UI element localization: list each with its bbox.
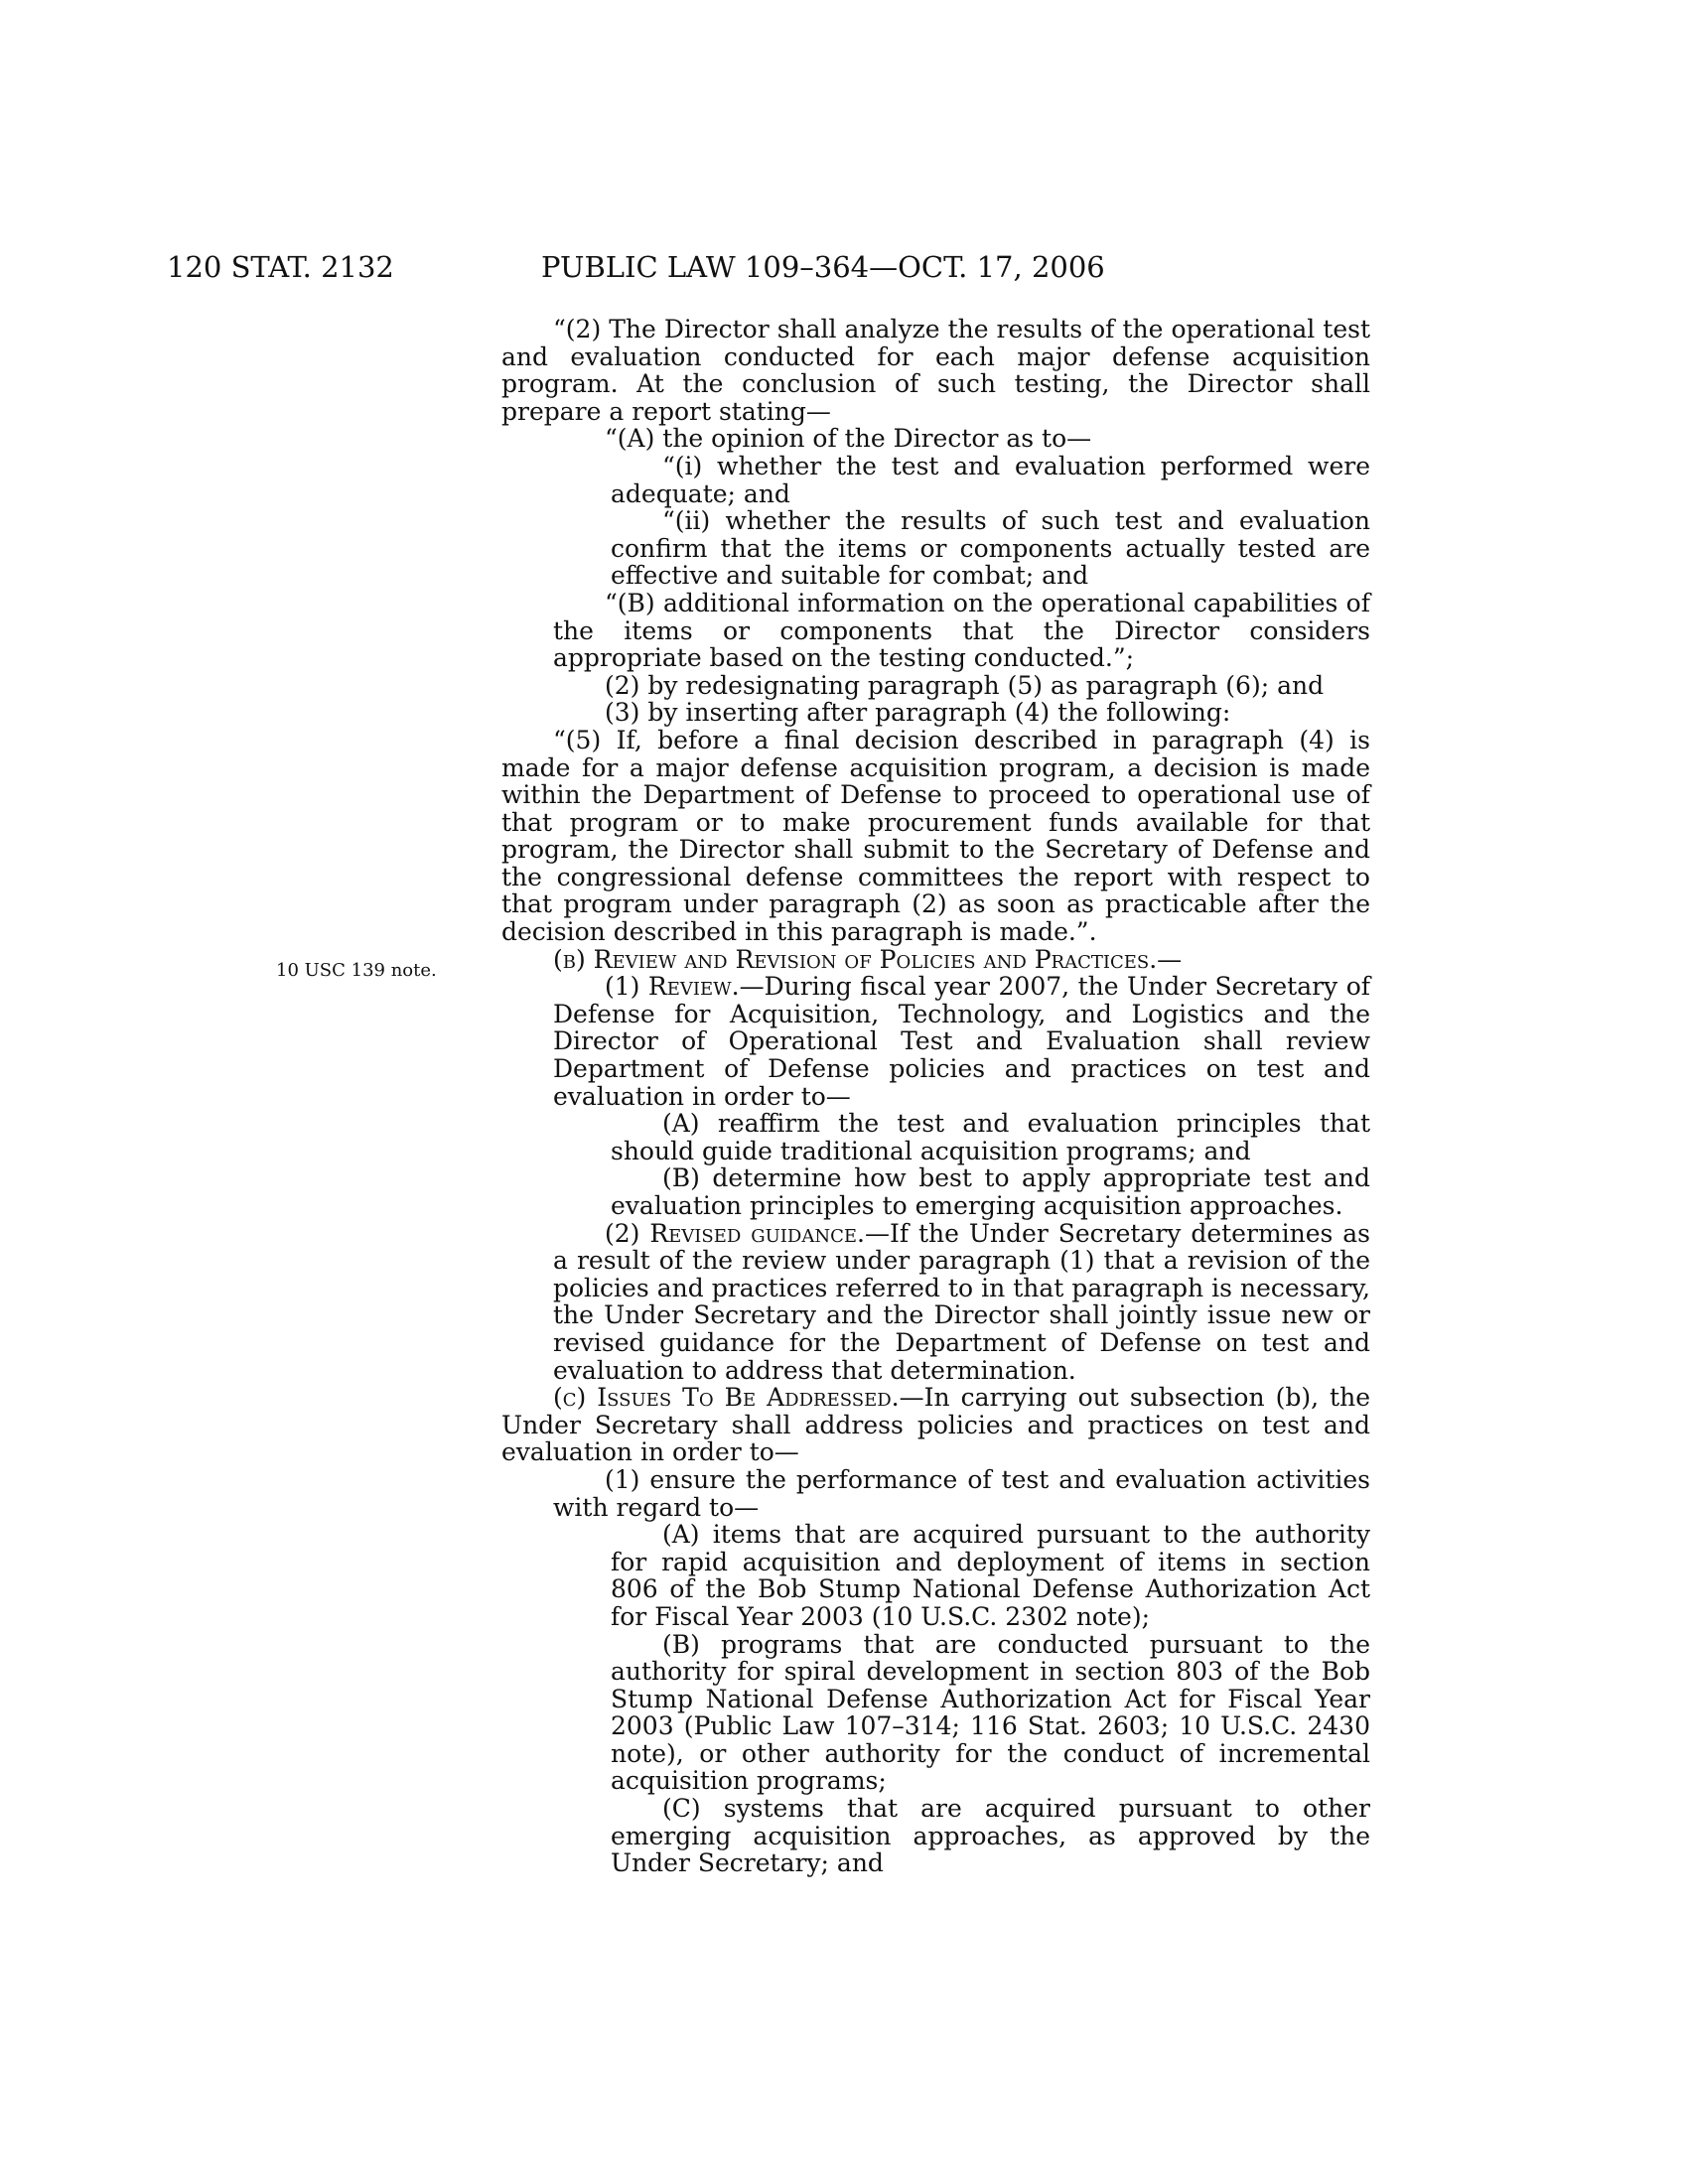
statute-page-number: 120 STAT. 2132 (167, 250, 394, 284)
subsection-c-heading: (c) Issues To Be Addressed. (553, 1383, 900, 1413)
clause-a-rapid-acquisition: (A) items that are acquired pursuant to the authority for rapid acquisition and deployment of items in section 806 of the Bob Stump National Defense Authorization Act for Fiscal Year 2003 (10 U.S.C. 2302 note); (611, 1520, 1370, 1631)
paragraph-a-opinion: “(A) the opinion of the Director as to— (605, 424, 1092, 454)
subsection-c-issues (501, 1384, 1370, 1466)
clause-ii-effectiveness: “(ii) whether the results of such test and evaluation confirm that the items or components actually tested are effective and suitable for combat; and (611, 506, 1370, 591)
paragraph-1-review-heading: (1) Review. (605, 972, 740, 1002)
margin-citation-note: 10 USC 139 note. (276, 960, 437, 981)
paragraph-b-additional-information: “(B) additional information on the operational capabilities of the items or components that the Director considers appropriate based on the testing conducted.”; (553, 588, 1370, 673)
paragraph-1-review-text: —During fiscal year 2007, the Under Secretary of Defense for Acquisition, Technology, and Logistics and the Director of Operational Test and Evaluation shall review Department of Defense policies and practices on test and evaluation in order to— (553, 972, 1370, 1111)
clause-b-determine: (B) determine how best to apply appropriate test and evaluation principles to emerging acquisition approaches. (611, 1163, 1370, 1220)
amendment-redesignation: (2) by redesignating paragraph (5) as paragraph (6); and (605, 670, 1325, 700)
paragraph-2-director-analysis: “(2) The Director shall analyze the results of the operational test and evaluation conducted for each major defense acquisition program. At the conclusion of such testing, the Director shall prepare a report stating— (501, 315, 1370, 426)
subsection-b-heading (501, 946, 1370, 974)
subsection-b-title: (b) Review and Revision of Policies and Practices.— (553, 944, 1183, 974)
statute-body-text (501, 316, 1370, 1877)
clause-c-emerging-approaches: (C) systems that are acquired pursuant to other emerging acquisition approaches, as approved by the Under Secretary; and (611, 1794, 1370, 1878)
amendment-insertion: (3) by inserting after paragraph (4) the following: (605, 698, 1231, 728)
public-law-title: PUBLIC LAW 109–364—OCT. 17, 2006 (541, 250, 1105, 284)
clause-b-spiral-development: (B) programs that are conducted pursuant to the authority for spiral development in section 803 of the Bob Stump National Defense Authorization Act for Fiscal Year 2003 (Public Law 107–314; 116 Stat. 2603; 10 U.S.C. 2430 note), or other authority for the conduct of incremental acquisition programs; (611, 1629, 1370, 1796)
paragraph-1-review (501, 973, 1370, 1110)
page-header (0, 250, 1688, 290)
clause-i-adequacy: “(i) whether the test and evaluation performed were adequate; and (611, 451, 1370, 508)
paragraph-5-early-decision-report: “(5) If, before a final decision described in paragraph (4) is made for a major defense acquisition program, a decision is made within the Department of Defense to proceed to operational use of that program or to make procurement funds available for that program, the Director shall submit to the Secretary of Defense and the congressional defense committees the report with respect to that program under paragraph (2) as soon as practicable after the decision described in this paragraph is made.”. (501, 725, 1370, 947)
subsection-c-text: —In carrying out subsection (b), the Under Secretary shall address policies and practices on test and evaluation in order to— (501, 1383, 1370, 1467)
clause-a-reaffirm: (A) reaffirm the test and evaluation principles that should guide traditional acquisition programs; and (611, 1109, 1370, 1165)
paragraph-2-revised-guidance-text: —If the Under Secretary determines as a result of the review under paragraph (1) that a revision of the policies and practices referred to in that paragraph is necessary, the Under Secretary and the Director shall jointly issue new or revised guidance for the Department of Defense on test and evaluation to address that determination. (553, 1218, 1370, 1385)
paragraph-2-revised-guidance-heading: (2) Revised guidance. (605, 1218, 865, 1248)
paragraph-1-ensure-performance: (1) ensure the performance of test and evaluation activities with regard to— (553, 1464, 1370, 1522)
paragraph-2-revised-guidance (501, 1220, 1370, 1385)
